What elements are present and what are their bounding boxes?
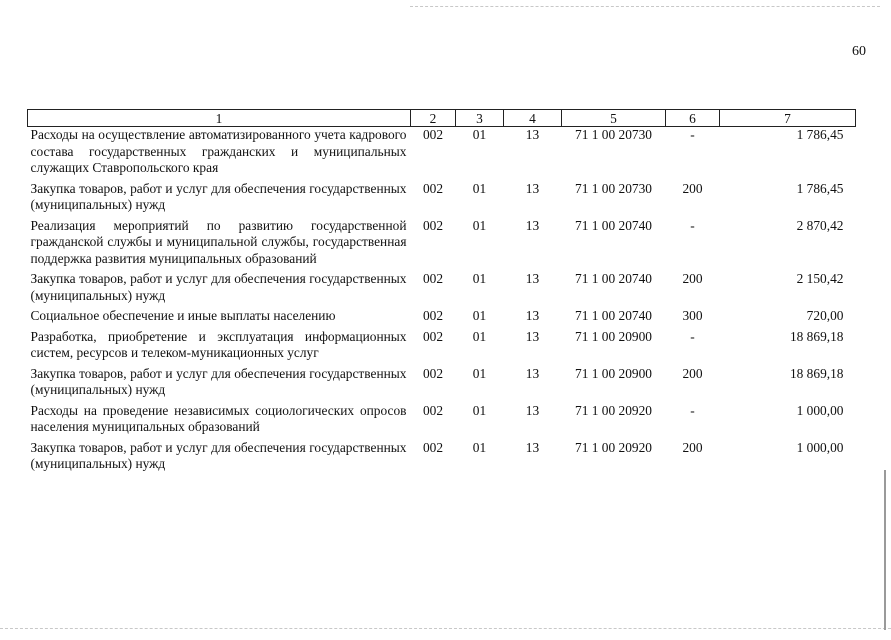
amount-value: 18 869,18 [789, 328, 844, 344]
table-row [28, 329, 856, 366]
target-article-code: 71 1 00 20900 [575, 328, 652, 344]
row-description: Закупка товаров, работ и услуг для обеспечения государственных (муниципальных) нужд [30, 439, 407, 471]
column-header-1: 1 [28, 110, 411, 127]
row-description: Реализация мероприятий по развитию государственной гражданской службы и муниципальной службы, государственная поддержка развития муниципальных образований [30, 217, 407, 266]
target-article-code: 71 1 00 20920 [575, 439, 652, 455]
expense-type-code: - [690, 217, 695, 233]
expense-type-code: 200 [682, 365, 703, 381]
ministry-code: 002 [422, 328, 444, 344]
table-row [28, 308, 856, 329]
subsection-code: 13 [525, 271, 540, 286]
target-article-code: 71 1 00 20900 [575, 365, 652, 381]
row-description: Закупка товаров, работ и услуг для обеспечения государственных (муниципальных) нужд [30, 365, 407, 397]
amount-value: 1 786,45 [796, 127, 844, 142]
row-description: Расходы на проведение независимых социологических опросов населения муниципальных образований [30, 402, 407, 434]
column-header-4: 4 [504, 110, 562, 127]
table-row [28, 218, 856, 272]
subsection-code: 13 [525, 180, 540, 196]
table-row [28, 127, 856, 181]
target-article-code: 71 1 00 20740 [575, 217, 652, 233]
target-article-code: 71 1 00 20730 [575, 127, 652, 142]
row-description: Закупка товаров, работ и услуг для обеспечения государственных (муниципальных) нужд [30, 180, 407, 212]
column-header-2: 2 [411, 110, 456, 127]
amount-value: 2 870,42 [796, 217, 844, 233]
subsection-code: 13 [525, 439, 540, 455]
subsection-code: 13 [525, 402, 540, 418]
row-description: Закупка товаров, работ и услуг для обеспечения государственных (муниципальных) нужд [30, 271, 407, 303]
target-article-code: 71 1 00 20740 [575, 308, 652, 323]
section-code: 01 [472, 365, 487, 381]
expense-type-code: - [690, 402, 695, 418]
section-code: 01 [472, 127, 487, 142]
scan-artifact-edge [884, 470, 886, 630]
amount-value: 1 000,00 [796, 439, 844, 455]
scan-artifact-top [410, 6, 880, 7]
amount-value: 18 869,18 [789, 365, 844, 381]
section-code: 01 [472, 217, 487, 233]
target-article-code: 71 1 00 20920 [575, 402, 652, 418]
section-code: 01 [472, 328, 487, 344]
column-header-5: 5 [562, 110, 666, 127]
target-article-code: 71 1 00 20730 [575, 180, 652, 196]
ministry-code: 002 [422, 271, 444, 286]
ministry-code: 002 [422, 308, 444, 323]
row-description: Расходы на осуществление автоматизированного учета кадрового состава государственных гражданских и муниципальных служащих Ставропольского края [30, 127, 407, 175]
expense-type-code: 200 [682, 439, 703, 455]
amount-value: 720,00 [806, 308, 844, 323]
target-article-code: 71 1 00 20740 [575, 271, 652, 286]
column-header-7: 7 [720, 110, 856, 127]
section-code: 01 [472, 308, 487, 323]
expense-type-code: 300 [682, 308, 703, 323]
table-row [28, 403, 856, 440]
subsection-code: 13 [525, 127, 540, 142]
table-row [28, 181, 856, 218]
expense-type-code: 200 [682, 271, 703, 286]
section-code: 01 [472, 180, 487, 196]
row-description: Разработка, приобретение и эксплуатация информационных систем, ресурсов и телеком-муникационных услуг [30, 328, 407, 360]
section-code: 01 [472, 402, 487, 418]
table-header-row [28, 110, 856, 127]
amount-value: 1 000,00 [796, 402, 844, 418]
ministry-code: 002 [422, 365, 444, 381]
amount-value: 2 150,42 [796, 271, 844, 286]
table-body [28, 127, 856, 477]
expense-type-code: - [690, 328, 695, 344]
subsection-code: 13 [525, 308, 540, 323]
column-header-3: 3 [456, 110, 504, 127]
scan-artifact-bottom [0, 628, 891, 629]
amount-value: 1 786,45 [796, 180, 844, 196]
ministry-code: 002 [422, 402, 444, 418]
table-row [28, 440, 856, 477]
budget-table [27, 109, 856, 477]
page-number: 60 [852, 44, 866, 59]
subsection-code: 13 [525, 365, 540, 381]
expense-type-code: - [690, 127, 695, 142]
ministry-code: 002 [422, 439, 444, 455]
section-code: 01 [472, 439, 487, 455]
ministry-code: 002 [422, 217, 444, 233]
table-row [28, 366, 856, 403]
row-description: Социальное обеспечение и иные выплаты населению [30, 308, 336, 323]
section-code: 01 [472, 271, 487, 286]
subsection-code: 13 [525, 217, 540, 233]
ministry-code: 002 [422, 127, 444, 142]
expense-type-code: 200 [682, 180, 703, 196]
column-header-6: 6 [666, 110, 720, 127]
ministry-code: 002 [422, 180, 444, 196]
subsection-code: 13 [525, 328, 540, 344]
table-row [28, 271, 856, 308]
